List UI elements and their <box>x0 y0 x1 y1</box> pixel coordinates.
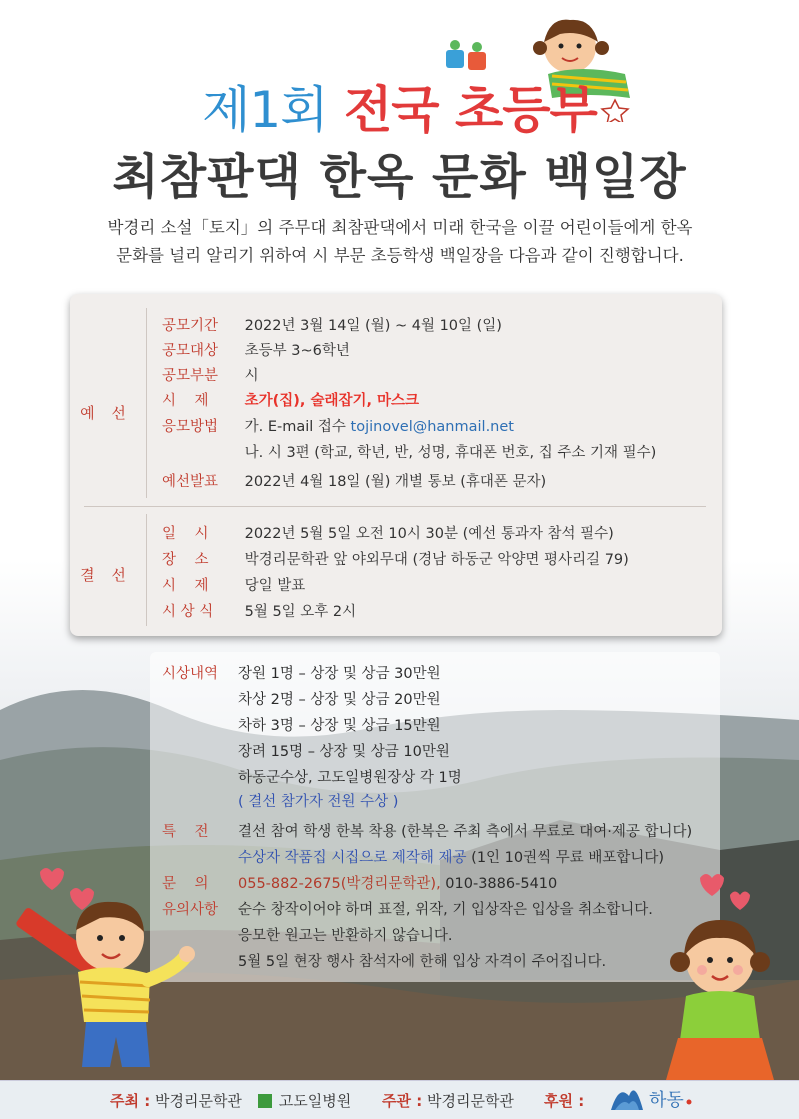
prelim-target-label: 공모대상 <box>162 343 219 359</box>
prize-item: 장원 1명 – 상장 및 상금 30만원 <box>238 666 441 682</box>
prize-row-1 <box>162 662 441 683</box>
footer-hospital-name: 고도일병원 <box>278 1092 352 1110</box>
final-award-row <box>162 600 356 621</box>
prize-item: 차하 3명 – 상장 및 상금 15만원 <box>238 718 441 734</box>
kid-with-pencil-illustration <box>0 862 200 1072</box>
prelim-topic-label: 시 제 <box>162 393 209 409</box>
prelim-divider <box>146 308 147 498</box>
contact-email[interactable]: tojinovel@hanmail.net <box>350 419 514 435</box>
prize-item: 장려 15명 – 상장 및 상금 10만원 <box>238 744 450 760</box>
hadong-logo <box>605 1076 695 1116</box>
prelim-method-value-b: 나. 시 3편 (학교, 학년, 반, 성명, 휴대폰 번호, 집 주소 기재 필수) <box>244 445 657 461</box>
special-row-2 <box>162 846 664 867</box>
prelim-method-row <box>162 415 514 436</box>
prelim-announce-label: 예선발표 <box>162 474 219 490</box>
prelim-target-row <box>162 339 350 360</box>
final-award-value: 5월 5일 오후 2시 <box>244 604 357 620</box>
intro-line-2: 문화를 널리 알리기 위하여 시 부문 초등학생 백일장을 다음과 같이 진행합니다. <box>116 246 684 265</box>
prelim-method-value-a: 가. E-mail 접수 <box>244 419 346 435</box>
prelim-genre-value: 시 <box>244 368 259 384</box>
final-date-label: 일 시 <box>162 526 209 542</box>
prelim-announce-value: 2022년 4월 18일 (월) 개별 통보 (휴대폰 문자) <box>244 474 547 490</box>
prize-row-5 <box>162 766 462 787</box>
footer-organizer-label: 주관 : <box>382 1092 423 1110</box>
schedule-box <box>70 294 722 636</box>
note-item: 5월 5일 현장 행사 참석자에 한해 입상 자격이 주어집니다. <box>238 954 607 970</box>
prelim-announce-row <box>162 470 546 491</box>
prizes-label: 시상내역 <box>162 666 219 682</box>
final-award-label: 시 상 식 <box>162 604 214 620</box>
prelim-genre-row <box>162 364 259 385</box>
note-item: 응모한 원고는 반환하지 않습니다. <box>238 928 453 944</box>
note-item: 순수 창작이어야 하며 표절, 위작, 기 입상작은 입상을 취소합니다. <box>238 902 653 918</box>
footer-organizer <box>382 1090 514 1111</box>
footer-host-value: 박경리문학관 <box>154 1092 242 1110</box>
prize-note-row <box>162 790 398 811</box>
final-topic-value: 당일 발표 <box>244 578 306 594</box>
final-place-value: 박경리문학관 앞 야외무대 (경남 하동군 악양면 평사리길 79) <box>244 552 629 568</box>
hospital-logo-icon <box>258 1094 272 1108</box>
prelim-period-value: 2022년 3월 14일 (월) ~ 4월 10일 (일) <box>244 318 502 334</box>
prize-row-2 <box>162 688 441 709</box>
final-divider <box>146 514 147 626</box>
prelim-period-label: 공모기간 <box>162 318 219 334</box>
notes-row-2 <box>162 924 453 945</box>
final-date-value: 2022년 5월 5일 오전 10시 30분 (예선 통과자 참석 필수) <box>244 526 614 542</box>
final-date-row <box>162 522 614 543</box>
notes-row-1 <box>162 898 653 919</box>
notes-row-3 <box>162 950 606 971</box>
prize-row-4 <box>162 740 450 761</box>
special-label: 특 전 <box>162 824 209 840</box>
prize-row-3 <box>162 714 441 735</box>
contact-phone-1: 055-882-2675(박경리문학관), <box>238 876 441 892</box>
prelim-section-label: 예 선 <box>80 404 132 422</box>
prelim-method-row-b <box>162 441 656 462</box>
page-title: 최참판댁 한옥 문화 백일장 <box>112 149 687 205</box>
final-topic-label: 시 제 <box>162 578 209 594</box>
prelim-genre-label: 공모부분 <box>162 368 219 384</box>
special-line-1: 결선 참여 학생 한복 착용 (한복은 주최 측에서 무료로 대여·제공 합니다) <box>238 824 693 840</box>
prelim-topic-row <box>162 389 419 410</box>
final-topic-row <box>162 574 305 595</box>
prelim-period-row <box>162 314 502 335</box>
footer-sponsor <box>544 1090 584 1111</box>
final-section-label: 결 선 <box>80 566 132 584</box>
prize-item: 차상 2명 – 상장 및 상금 20만원 <box>238 692 441 708</box>
title-line-1 <box>0 70 799 142</box>
intro-line-1: 박경리 소설「토지」의 주무대 최참판댁에서 미래 한국을 이끌 어린이들에게 한옥 <box>107 218 693 237</box>
kid-girl-illustration <box>640 870 799 1080</box>
special-line-2-rest: (1인 10권씩 무료 배포합니다) <box>471 850 665 866</box>
footer-sponsor-label: 후원 : <box>544 1092 585 1110</box>
prize-note: ( 결선 참가자 전원 수상 ) <box>238 794 399 810</box>
hadong-logo-text: 하동 <box>649 1090 684 1111</box>
intro-text <box>60 214 740 270</box>
title-category: 전국 초등부 <box>343 81 597 139</box>
special-line-2-highlight: 수상자 작품집 시집으로 제작해 제공 <box>238 850 467 866</box>
footer-host-label: 주최 : <box>110 1092 151 1110</box>
contact-label: 문 의 <box>162 876 209 892</box>
prelim-topic-value: 초가(집), 술래잡기, 마스크 <box>244 393 420 409</box>
footer-host <box>110 1090 242 1111</box>
contact-phone-2: 010-3886-5410 <box>445 876 558 892</box>
prelim-method-label: 응모방법 <box>162 419 219 435</box>
prize-item: 하동군수상, 고도일병원장상 각 1명 <box>238 770 462 786</box>
footer-organizer-value: 박경리문학관 <box>426 1092 514 1110</box>
prelim-target-value: 초등부 3~6학년 <box>244 343 350 359</box>
final-place-label: 장 소 <box>162 552 209 568</box>
notes-label: 유의사항 <box>162 902 219 918</box>
footer-hospital <box>258 1090 351 1111</box>
title-edition: 제1회 <box>202 81 328 139</box>
contact-row <box>162 872 557 893</box>
special-row-1 <box>162 820 692 841</box>
final-place-row <box>162 548 629 569</box>
section-divider <box>84 506 706 507</box>
